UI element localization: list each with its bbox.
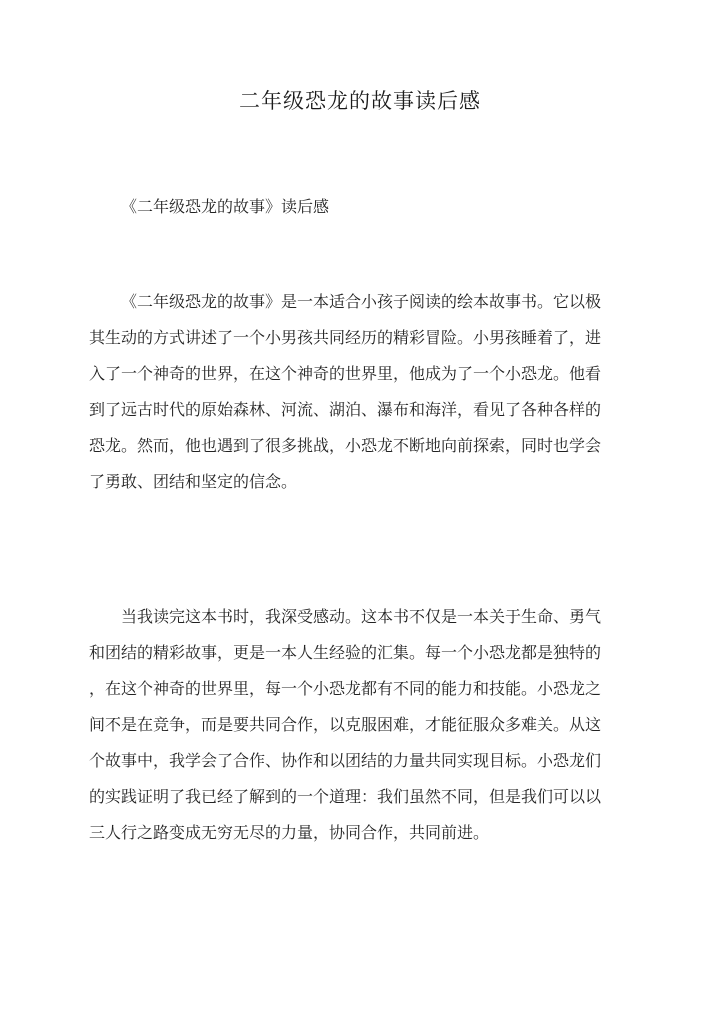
- paragraph-line: 到了远古时代的原始森林、河流、湖泊、瀑布和海洋，看见了各种各样的: [89, 400, 602, 419]
- paragraph-line: 其生动的方式讲述了一个小男孩共同经历的精彩冒险。小男孩睡着了，进: [89, 328, 602, 347]
- paragraph-1: [89, 284, 637, 500]
- paragraph-line: 的实践证明了我已经了解到的一个道理：我们虽然不同，但是我们可以以: [89, 787, 602, 806]
- paragraph-line: 个故事中，我学会了合作、协作和以团结的力量共同实现目标。小恐龙们: [89, 751, 602, 770]
- paragraph-line: 入了一个神奇的世界，在这个神奇的世界里，他成为了一个小恐龙。他看: [89, 364, 602, 383]
- document-title: 二年级恐龙的故事读后感: [239, 89, 481, 113]
- paragraph-line: 《二年级恐龙的故事》是一本适合小孩子阅读的绘本故事书。它以极: [121, 292, 602, 311]
- paragraph-line: ，在这个神奇的世界里，每一个小恐龙都有不同的能力和技能。小恐龙之: [89, 679, 602, 698]
- paragraph-line: 当我读完这本书时，我深受感动。这本书不仅是一本关于生命、勇气: [121, 607, 602, 626]
- paragraph-line: 间不是在竞争，而是要共同合作，以克服困难，才能征服众多难关。从这: [89, 715, 602, 734]
- document-subtitle: 《二年级恐龙的故事》读后感: [121, 197, 330, 216]
- paragraph-2: [89, 599, 637, 851]
- paragraph-line: 三人行之路变成无穷无尽的力量，协同合作，共同前进。: [89, 823, 490, 842]
- paragraph-line: 和团结的精彩故事，更是一本人生经验的汇集。每一个小恐龙都是独特的: [89, 643, 602, 662]
- paragraph-line: 了勇敢、团结和坚定的信念。: [89, 472, 298, 491]
- paragraph-line: 恐龙。然而，他也遇到了很多挑战，小恐龙不断地向前探索，同时也学会: [89, 436, 602, 455]
